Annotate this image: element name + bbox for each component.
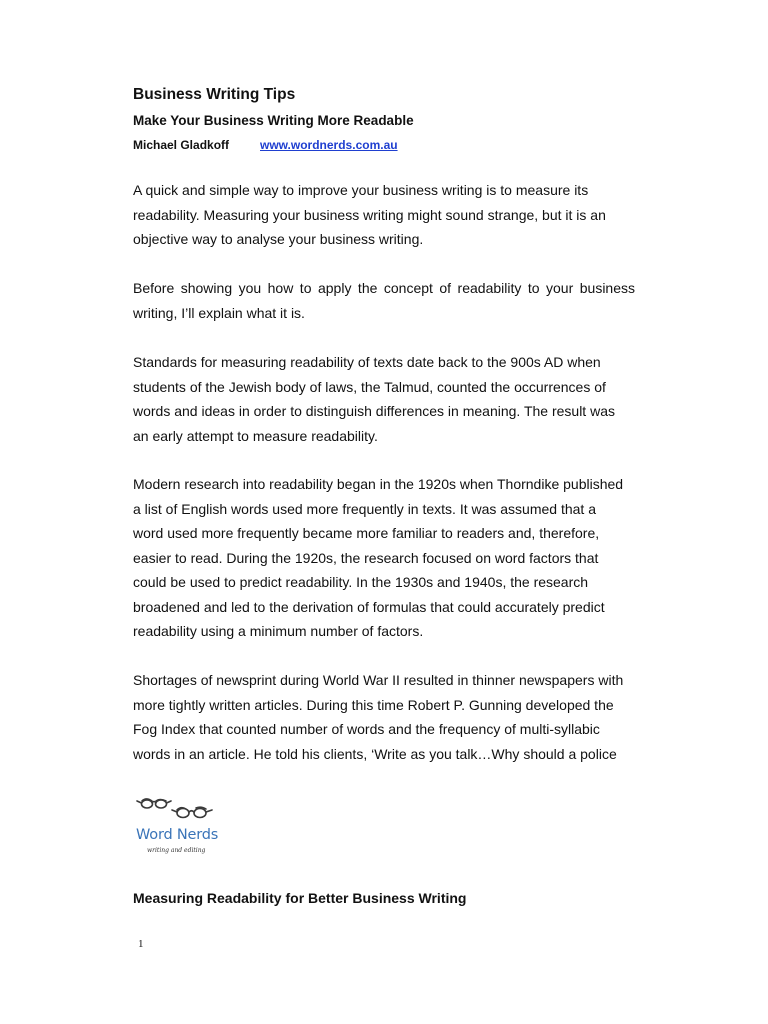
text-line: Before showing you how to apply the concept of readability to your business (133, 280, 635, 296)
text-line: Shortages of newsprint during World War II resulted in thinner newspapers with (133, 672, 624, 688)
text-line: easier to read. During the 1920s, the research focused on word factors that (133, 549, 599, 566)
logo-tagline: writing and editing (147, 847, 206, 854)
section-heading: Measuring Readability for Better Business Writing (133, 890, 467, 906)
text-line: objective way to analyse your business writing. (133, 231, 424, 247)
text-line: an early attempt to measure readability. (133, 427, 378, 444)
document-title: Business Writing Tips (133, 86, 296, 103)
text-line: readability. Measuring your business writing might sound strange, but it is an (133, 206, 606, 223)
text-line: words in an article. He told his clients, ‘Write as you talk…Why should a police (133, 745, 617, 762)
author-name: Michael Gladkoff (133, 138, 230, 152)
paragraph-newsprint (133, 668, 653, 766)
document-subtitle: Make Your Business Writing More Readable (133, 113, 414, 128)
logo-wordmark: Word Nerds (136, 827, 219, 843)
text-line: a list of English words used more frequently in texts. It was assumed that a (133, 500, 596, 517)
paragraph-modern-research (133, 472, 653, 644)
text-line: students of the Jewish body of laws, the Talmud, counted the occurrences of (133, 378, 606, 395)
text-line: Standards for measuring readability of texts date back to the 900s AD when (133, 354, 601, 370)
text-line: Modern research into readability began in the 1920s when Thorndike published (133, 476, 624, 492)
text-line: broadened and led to the derivation of formulas that could accurately predict (133, 598, 605, 615)
paragraph-before-showing (133, 276, 653, 325)
page-number: 1 (138, 938, 144, 950)
text-line: words and ideas in order to distinguish differences in meaning. The result was (133, 403, 615, 419)
website-link[interactable]: www.wordnerds.com.au (260, 138, 398, 152)
paragraph-intro (133, 178, 653, 252)
text-line: A quick and simple way to improve your business writing is to measure its (133, 182, 589, 198)
word-nerds-logo (133, 794, 233, 860)
text-line: word used more frequently became more familiar to readers and, therefore, (133, 525, 600, 541)
paragraph-standards (133, 350, 653, 448)
glasses-icon (133, 794, 233, 826)
byline (133, 137, 398, 153)
text-line: more tightly written articles. During this time Robert P. Gunning developed the (133, 696, 614, 713)
text-line: readability using a minimum number of factors. (133, 623, 424, 639)
text-line: writing, I’ll explain what it is. (133, 304, 305, 321)
text-line: could be used to predict readability. In the 1930s and 1940s, the research (133, 574, 589, 590)
text-line: Fog Index that counted number of words and the frequency of multi-syllabic (133, 721, 600, 737)
